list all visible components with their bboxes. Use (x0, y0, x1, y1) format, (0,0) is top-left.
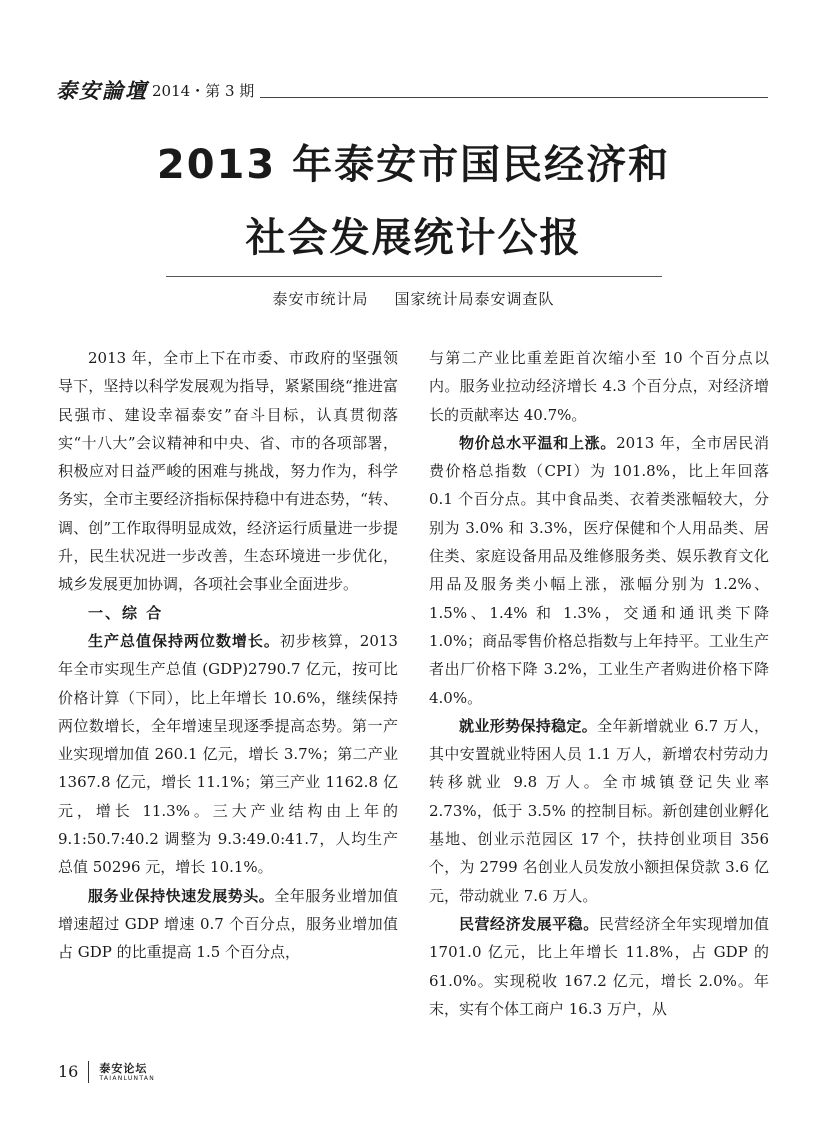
author-line (0, 288, 827, 310)
prices-text: 2013 年，全市居民消费价格总指数（CPI）为 101.8%，比上年回落 0.1 个百分点。其中食品类、衣着类涨幅较大，分别为 3.0% 和 3.3%，医疗保健和个人用品类、居住类、家庭设备用品及维修服务类、娱乐教育文化用品及服务类小幅上涨，涨幅分别为 1.2%、1.5%、1.4% 和 1.3%，交通和通讯类下降 1.0%；商品零售价格总指数与上年持平。工业生产者出厂价格下降 3.2%，工业生产者购进价格下降 4.0%。 (429, 433, 769, 707)
issue-number: 2014・第 3 期 (152, 82, 255, 100)
private-economy-lead: 民营经济发展平稳。 (459, 914, 599, 933)
page-number: 16 (58, 1062, 79, 1081)
services-paragraph (58, 882, 398, 967)
author-2: 国家统计局泰安调查队 (394, 290, 555, 308)
article-title-line-2: 社会发展统计公报 (245, 215, 582, 261)
gdp-lead: 生产总值保持两位数增长。 (88, 631, 280, 650)
page-footer (58, 1058, 155, 1086)
article-title-line-1: 2013 年泰安市国民经济和 (156, 142, 671, 188)
services-lead: 服务业保持快速发展势头。 (88, 886, 275, 905)
title-divider (166, 276, 662, 277)
services-paragraph-continued: 与第二产业比重差距首次缩小至 10 个百分点以内。服务业拉动经济增长 4.3 个百分点，对经济增长的贡献率达 40.7%。 (429, 349, 769, 424)
private-economy-text: 民营经济全年实现增加值 1701.0 亿元，比上年增长 11.8%，占 GDP 的 61.0%。实现税收 167.2 亿元，增长 2.0%。年末，实有个体工商户 16.3 万户，从 (429, 914, 769, 1018)
section-heading-overview: 一、综 合 (88, 603, 164, 622)
journal-name: 泰安論壇 (56, 78, 148, 103)
employment-lead: 就业形势保持稳定。 (459, 716, 598, 735)
footer-brand-chinese: 泰安论坛 (99, 1061, 148, 1075)
header-rule (260, 97, 768, 98)
author-1: 泰安市统计局 (272, 290, 369, 308)
services-text: 全年服务业增加值增速超过 GDP 增速 0.7 个百分点，服务业增加值占 GDP 的比重提高 1.5 个百分点， (58, 886, 398, 962)
private-economy-paragraph (429, 910, 769, 1023)
prices-lead: 物价总水平温和上涨。 (459, 433, 617, 452)
footer-brand (99, 1063, 155, 1082)
intro-paragraph: 2013 年，全市上下在市委、市政府的坚强领导下，坚持以科学发展观为指导，紧紧围绕“推进富民强市、建设幸福泰安”奋斗目标，认真贯彻落实“十八大”会议精神和中央、省、市的各项部署，积极应对日益严峻的困难与挑战，努力作为，科学务实，全市主要经济指标保持稳中有进态势，“转、调、创”工作取得明显成效，经济运行质量进一步提升，民生状况进一步改善，生态环境进一步优化，城乡发展更加协调，各项社会事业全面进步。 (58, 349, 398, 594)
employment-paragraph (429, 712, 769, 910)
gdp-paragraph (58, 627, 398, 882)
employment-text: 全年新增就业 6.7 万人，其中安置就业特困人员 1.1 万人，新增农村劳动力转移就业 9.8 万人。全市城镇登记失业率 2.73%，低于 3.5% 的控制目标。新创建创业孵化基地、创业示范园区 17 个，扶持创业项目 356 个，为 2799 名创业人员发放小额担保贷款 3.6 亿元，带动就业 7.6 万人。 (429, 716, 769, 905)
left-column (58, 344, 398, 967)
footer-divider (88, 1061, 89, 1083)
right-column (429, 344, 769, 1023)
footer-brand-pinyin: TAIANLUNTAN (99, 1074, 156, 1082)
running-header (56, 74, 768, 104)
gdp-text: 初步核算，2013 年全市实现生产总值 (GDP)2790.7 亿元，按可比价格计算（下同），比上年增长 10.6%，继续保持两位数增长，全年增速呈现逐季提高态势。第一产业实现增加值 260.1 亿元，增长 3.7%；第二产业 1367.8 亿元，增长 11.1%；第三产业 1162.8 亿元，增长 11.3%。三大产业结构由上年的 9.1:50.7:40.2 调整为 9.3:49.0:41.7，人均生产总值 50296 元，增长 10.1%。 (58, 631, 398, 877)
prices-paragraph (429, 429, 769, 712)
